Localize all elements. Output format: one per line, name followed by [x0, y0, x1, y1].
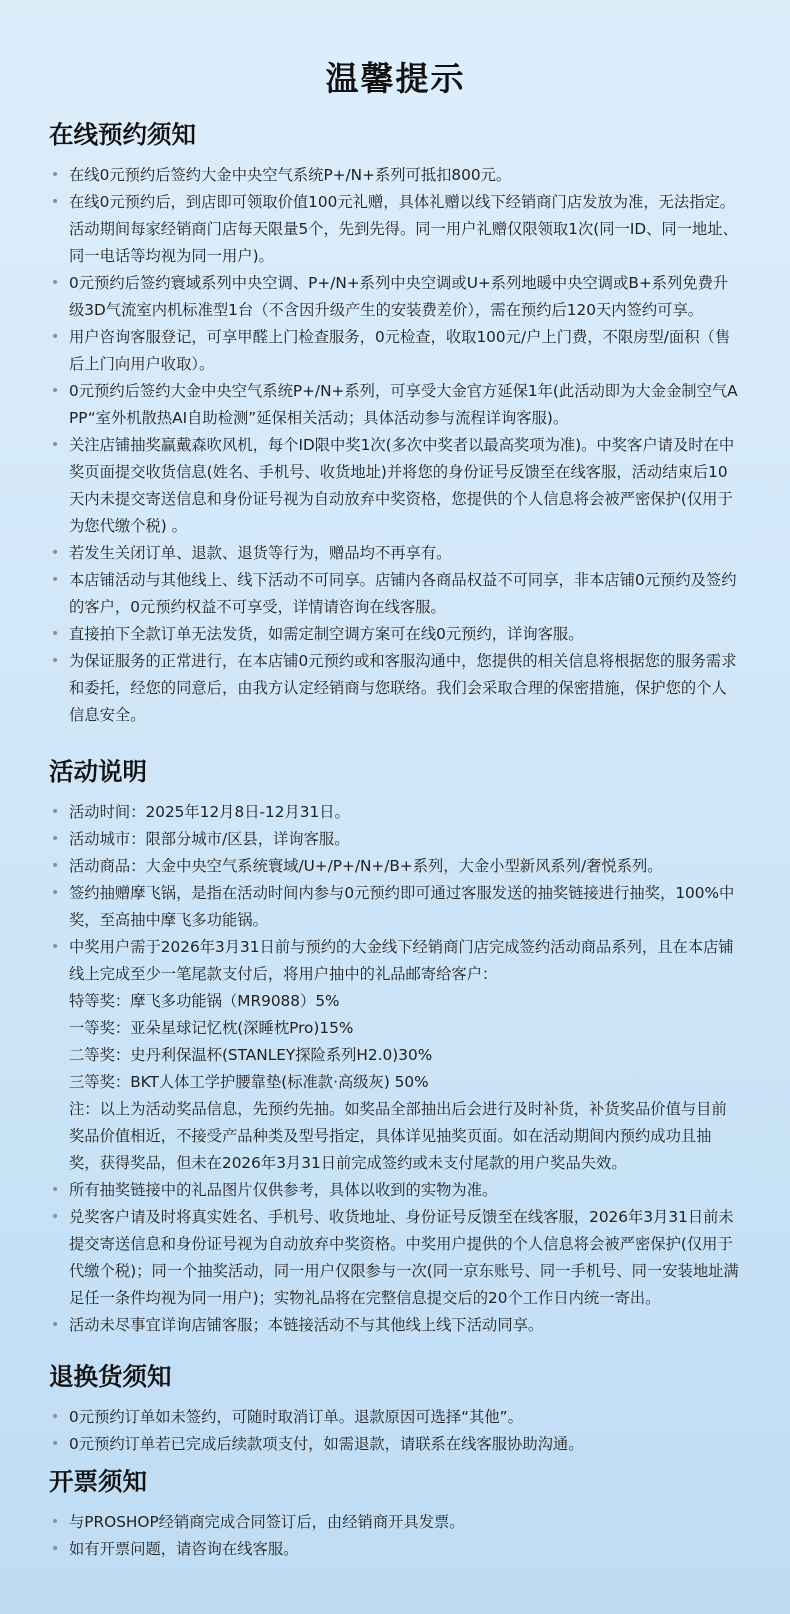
section-booking-notice	[49, 118, 742, 729]
list-item: • 0元预约订单若已完成后续款项支付，如需退款，请联系在线客服协助沟通。	[49, 1431, 742, 1458]
list-item: • 活动商品：大金中央空气系统寰域/U+/P+/N+/B+系列，大金小型新风系列/奢悦系列。	[49, 853, 742, 880]
list-item: • 关注店铺抽奖赢戴森吹风机，每个ID限中奖1次(多次中奖者以最高奖项为准)。中奖客户请及时在中奖页面提交收货信息(姓名、手机号、收货地址)并将您的身份证号反馈至在线客服，活动结束后10天内未提交寄送信息和身份证号视为自动放弃中奖资格，您提供的个人信息将会被严密保护(仅用于为您代缴个税) 。	[49, 432, 742, 540]
section-activity-description	[49, 755, 742, 1339]
list-item: • 活动城市：限部分城市/区县，详询客服。	[49, 826, 742, 853]
return-list	[49, 1404, 742, 1458]
list-item: • 用户咨询客服登记，可享甲醛上门检查服务，0元检查，收取100元/户上门费，不限房型/面积（售后上门向用户收取）。	[49, 324, 742, 378]
list-item: • 为保证服务的正常进行，在本店铺0元预约或和客服沟通中，您提供的相关信息将根据您的服务需求和委托，经您的同意后，由我方认定经销商与您联络。我们会采取合理的保密措施，保护您的个人信息安全。	[49, 648, 742, 729]
prize-note: 注：以上为活动奖品信息，先预约先抽。如奖品全部抽出后会进行及时补货，补货奖品价值与目前奖品价值相近，不接受产品种类及型号指定，具体详见抽奖页面。如在活动期间内预约成功且抽奖，获得奖品，但未在2026年3月31日前完成签约或未支付尾款的用户奖品失效。	[69, 1100, 727, 1172]
activity-list	[49, 799, 742, 1339]
list-item: • 直接拍下全款订单无法发货，如需定制空调方案可在线0元预约，详询客服。	[49, 621, 742, 648]
list-item: • 在线0元预约后，到店即可领取价值100元礼赠，具体礼赠以线下经销商门店发放为准，无法指定。活动期间每家经销商门店每天限量5个，先到先得。同一用户礼赠仅限领取1次(同一ID、同一地址、同一电话等均视为同一用户)。	[49, 189, 742, 270]
section-return-exchange	[49, 1360, 742, 1458]
prize-intro: • 中奖用户需于2026年3月31日前与预约的大金线下经销商门店完成签约活动商品系列，且在本店铺线上完成至少一笔尾款支付后，将用户抽中的礼品邮寄给客户：	[69, 938, 734, 983]
section-heading: 退换货须知	[49, 1362, 172, 1391]
invoice-list	[49, 1509, 742, 1563]
prize-third: 三等奖：BKT人体工学护腰靠垫(标准款·高级灰) 50%	[69, 1073, 429, 1091]
list-item: • 0元预约后签约大金中央空气系统P+/N+系列，可享受大金官方延保1年(此活动即为大金金制空气APP“室外机散热AI自助检测”延保相关活动；具体活动参与流程详询客服)。	[49, 378, 742, 432]
section-heading: 在线预约须知	[49, 120, 196, 149]
list-item: • 所有抽奖链接中的礼品图片仅供参考，具体以收到的实物为准。	[49, 1177, 742, 1204]
list-item: • 本店铺活动与其他线上、线下活动不可同享。店铺内各商品权益不可同享，非本店铺0元预约及签约的客户，0元预约权益不可享受，详情请咨询在线客服。	[49, 567, 742, 621]
list-item	[49, 934, 742, 1177]
list-item: • 活动时间：2025年12月8日-12月31日。	[49, 799, 742, 826]
section-invoice	[49, 1465, 742, 1563]
prize-special: 特等奖：摩飞多功能锅（MR9088）5%	[69, 992, 340, 1010]
list-item: • 与PROSHOP经销商完成合同签订后，由经销商开具发票。	[49, 1509, 742, 1536]
list-item: • 兑奖客户请及时将真实姓名、手机号、收货地址、身份证号反馈至在线客服，2026年3月31日前未提交寄送信息和身份证号视为自动放弃中奖资格。中奖用户提供的个人信息将会被严密保护(仅用于代缴个税)；同一个抽奖活动，同一用户仅限参与一次(同一京东账号、同一手机号、同一安装地址满足任一条件均视为同一用户)；实物礼品将在完整信息提交后的20个工作日内统一寄出。	[49, 1204, 742, 1312]
section-heading: 开票须知	[49, 1467, 147, 1496]
section-heading: 活动说明	[49, 757, 147, 786]
list-item: • 签约抽赠摩飞锅，是指在活动时间内参与0元预约即可通过客服发送的抽奖链接进行抽奖，100%中奖，至高抽中摩飞多功能锅。	[49, 880, 742, 934]
list-item: • 活动未尽事宜详询店铺客服；本链接活动不与其他线上线下活动同享。	[49, 1312, 742, 1339]
list-item: • 在线0元预约后签约大金中央空气系统P+/N+系列可抵扣800元。	[49, 162, 742, 189]
prize-second: 二等奖：史丹利保温杯(STANLEY探险系列H2.0)30%	[69, 1046, 433, 1064]
list-item: • 0元预约后签约寰域系列中央空调、P+/N+系列中央空调或U+系列地暖中央空调或B+系列免费升级3D气流室内机标准型1台（不含因升级产生的安装费差价），需在预约后120天内签约可享。	[49, 270, 742, 324]
booking-notice-list	[49, 162, 742, 729]
list-item: • 若发生关闭订单、退款、退货等行为，赠品均不再享有。	[49, 540, 742, 567]
list-item: • 0元预约订单如未签约，可随时取消订单。退款原因可选择“其他”。	[49, 1404, 742, 1431]
list-item: • 如有开票问题，请咨询在线客服。	[49, 1536, 742, 1563]
page-title: 温馨提示	[325, 59, 466, 98]
prize-first: 一等奖：亚朵星球记忆枕(深睡枕Pro)15%	[69, 1019, 354, 1037]
